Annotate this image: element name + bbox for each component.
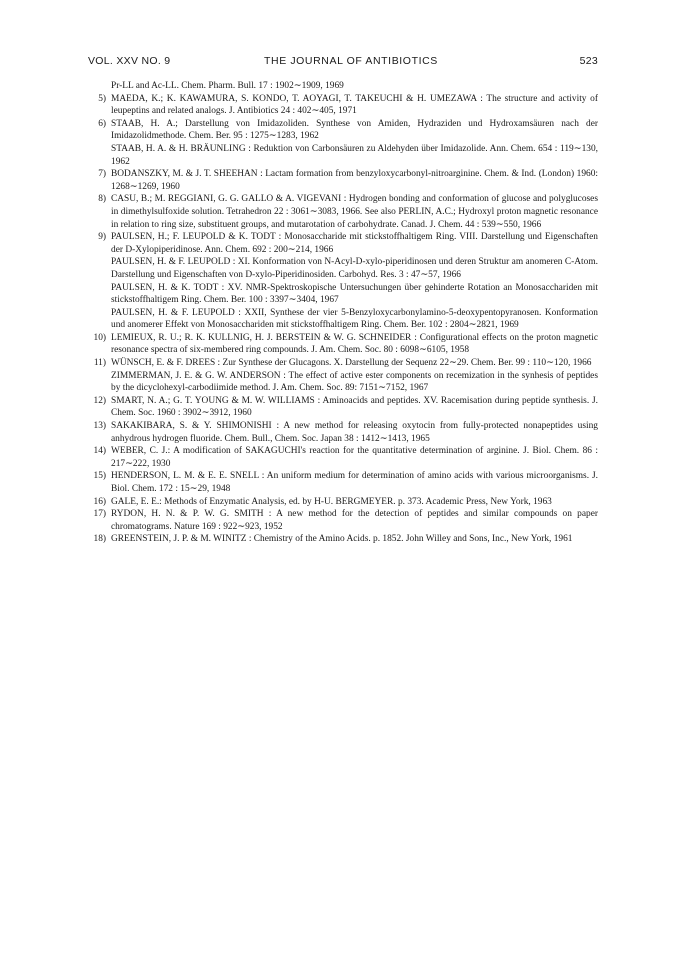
reference-item xyxy=(88,80,598,93)
reference-entry: STAAB, H. A. & H. BRÄUNLING : Reduktion von Carbonsäuren zu Aldehyden über Imidazolide. Ann. Chem. 654 : 119∼130, 1962 xyxy=(111,143,598,167)
reference-entry: ZIMMERMAN, J. E. & G. W. ANDERSON : The effect of active ester components on recemization in the synhesis of peptides by the dicyclohexyl-carbodiimide method. J. Am. Chem. Soc. 89: 7151∼7152, 1967 xyxy=(111,370,598,394)
reference-entry: PAULSEN, H. & F. LEUPOLD : XI. Konformation von N-Acyl-D-xylo-piperidinosen und deren Struktur am anomeren C-Atom. Darstellung und Eigenschaften von D-xylo-Piperidinosiden. Carbohyd. Res. 3 : 47∼57, 1966 xyxy=(111,257,598,280)
reference-item xyxy=(88,496,598,509)
reference-entry: PAULSEN, H. & K. TODT : XV. NMR-Spektroskopische Untersuchungen über gehinderte Rotation an Monosacchariden mit stickstoffhaltigem Ring. Chem. Ber. 100 : 3397∼3404, 1967 xyxy=(111,282,598,306)
reference-entry: MAEDA, K.; K. KAWAMURA, S. KONDO, T. AOYAGI, T. TAKEUCHI & H. UMEZAWA : The structure and activity of leupeptins and related analogs. J. Antibiotics 24 : 402∼405, 1971 xyxy=(111,93,598,117)
reference-item xyxy=(88,470,598,495)
reference-item xyxy=(88,93,598,118)
reference-entry: SAKAKIBARA, S. & Y. SHIMONISHI : A new method for releasing oxytocin from fully-protected nonapeptides using anhydrous hydrogen fluoride. Chem. Bull., Chem. Soc. Japan 38 : 1412∼1413, 1965 xyxy=(111,421,598,444)
reference-number: 7) xyxy=(98,169,106,180)
reference-item xyxy=(88,332,598,357)
reference-item xyxy=(88,420,598,445)
reference-list xyxy=(88,80,598,546)
running-header xyxy=(88,55,598,71)
reference-number: 18) xyxy=(93,534,106,545)
reference-number: 13) xyxy=(93,421,106,432)
reference-number: 14) xyxy=(93,446,106,457)
reference-number: 10) xyxy=(93,332,106,343)
reference-entry: STAAB, H. A.; Darstellung von Imidazoliden. Synthese von Amiden, Hydraziden und Hydroxamsäuren nach der Imidazolidmethode. Chem. Ber. 95 : 1275∼1283, 1962 xyxy=(111,118,598,142)
reference-entry: GALE, E. E.: Methods of Enzymatic Analysis, ed. by H-U. BERGMEYER. p. 373. Academic Press, New York, 1963 xyxy=(111,496,552,507)
reference-entry: Pr-LL and Ac-LL. Chem. Pharm. Bull. 17 : 1902∼1909, 1969 xyxy=(111,81,344,91)
reference-entry: PAULSEN, H. & F. LEUPOLD : XXII, Synthese der vier 5-Benzyloxycarbonylamino-5-deoxypentopyranosen. Konformation und anomerer Effekt von Monosacchariden mit stickstoffhaltigem Ring. Chem. Ber. 102 : 2804∼2821, 1969 xyxy=(111,307,598,331)
reference-number: 8) xyxy=(98,194,106,205)
reference-entry: PAULSEN, H.; F. LEUPOLD & K. TODT : Monosaccharide mit stickstoffhaltigem Ring. VIII. Darstellung und Eigenschaften der D-Xylopiperidinose. Ann. Chem. 692 : 200∼214, 1966 xyxy=(111,232,598,255)
reference-item xyxy=(88,445,598,470)
reference-number: 15) xyxy=(93,471,106,482)
reference-item xyxy=(88,118,598,168)
reference-entry: GREENSTEIN, J. P. & M. WINITZ : Chemistry of the Amino Acids. p. 1852. John Willey and Sons, Inc., New York, 1961 xyxy=(111,534,573,545)
reference-item xyxy=(88,193,598,231)
volume-label: VOL. XXV NO. 9 xyxy=(88,55,171,67)
reference-number: 12) xyxy=(93,395,106,406)
reference-entry: HENDERSON, L. M. & E. E. SNELL : An uniform medium for determination of amino acids with various microorganisms. J. Biol. Chem. 172 : 15∼29, 1948 xyxy=(111,471,598,494)
reference-entry: WEBER, C. J.: A modification of SAKAGUCHI's reaction for the quantitative determination of arginine. J. Biol. Chem. 86 : 217∼222, 1930 xyxy=(111,446,598,469)
reference-item xyxy=(88,508,598,533)
reference-entry: RYDON, H. N. & P. W. G. SMITH : A new method for the detection of peptides and similar compounds on paper chromatograms. Nature 169 : 922∼923, 1952 xyxy=(111,509,598,532)
reference-number: 16) xyxy=(93,496,106,507)
reference-entry: SMART, N. A.; G. T. YOUNG & M. W. WILLIAMS : Aminoacids and peptides. XV. Racemisation during peptide synthesis. J. Chem. Soc. 1960 : 3902∼3912, 1960 xyxy=(111,395,598,419)
reference-entry: LEMIEUX, R. U.; R. K. KULLNIG, H. J. BERSTEIN & W. G. SCHNEIDER : Configurational effects on the proton magnetic resonance spectra of six-membered ring compounds. J. Am. Chem. Soc. 80 : 6098∼6105, 1958 xyxy=(111,332,598,356)
reference-entry: CASU, B.; M. REGGIANI, G. G. GALLO & A. VIGEVANI : Hydrogen bonding and conformation of glucose and polyglucoses in dimethylsulfoxide solution. Tetrahedron 22 : 3061∼3083, 1966. See also PERLIN, A.C.; Hydroxyl proton magnetic resonance in relation to ring size, substituent groups, and mutarotation of carbohydrate. Canad. J. Chem. 44 : 539∼550, 1966 xyxy=(111,194,598,230)
reference-number: 5) xyxy=(98,93,106,104)
reference-number: 17) xyxy=(93,509,106,520)
reference-item xyxy=(88,357,598,395)
page-number: 523 xyxy=(579,55,598,67)
journal-title: THE JOURNAL OF ANTIBIOTICS xyxy=(264,55,438,67)
reference-number: 11) xyxy=(93,358,106,369)
reference-item xyxy=(88,533,598,546)
reference-entry: WÜNSCH, E. & F. DREES : Zur Synthese der Glucagons. X. Darstellung der Sequenz 22∼29. Chem. Ber. 99 : 110∼120, 1966 xyxy=(111,358,592,369)
reference-item xyxy=(88,231,598,332)
reference-number: 9) xyxy=(98,232,106,243)
reference-item xyxy=(88,395,598,420)
reference-number: 6) xyxy=(98,118,106,129)
reference-entry: BODANSZKY, M. & J. T. SHEEHAN : Lactam formation from benzyloxycarbonyl-nitroarginine. Chem. & Ind. (London) 1960: 1268∼1269, 1960 xyxy=(111,169,598,192)
reference-item xyxy=(88,168,598,193)
